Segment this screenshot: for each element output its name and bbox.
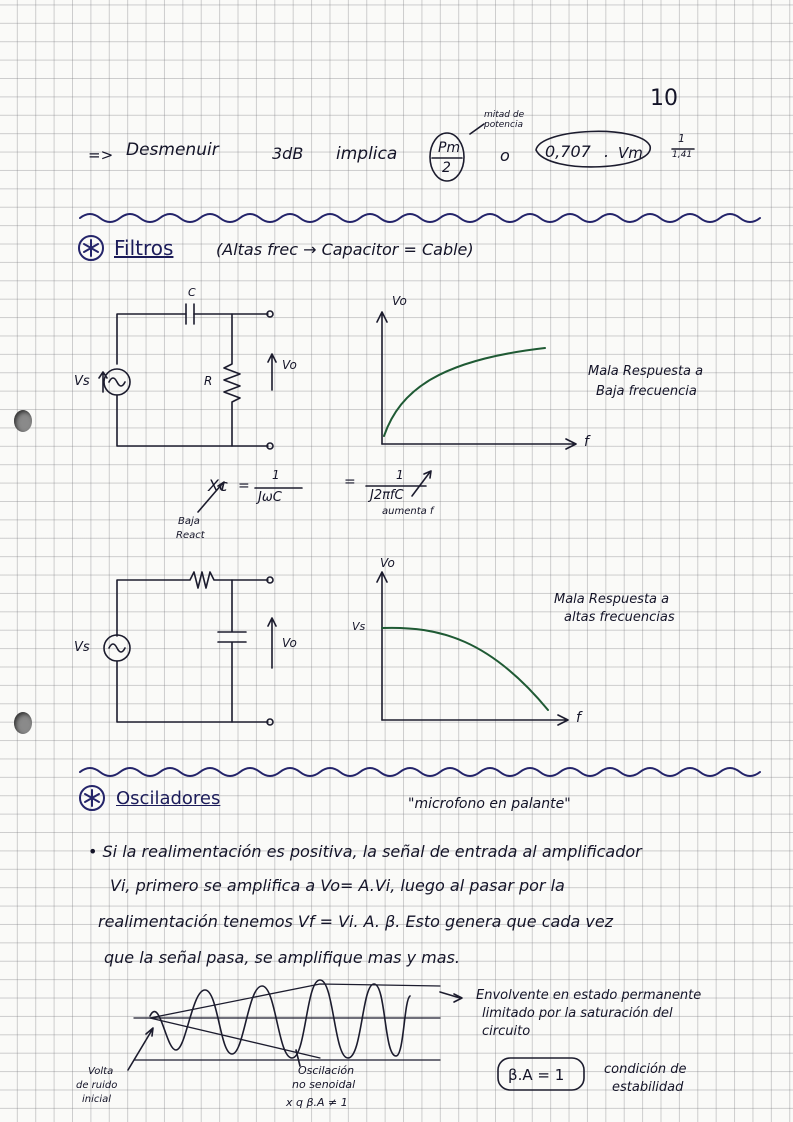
graph-highpass: [377, 312, 576, 449]
graph-lowpass: [377, 572, 568, 725]
intro-inv-den: 1,41: [672, 150, 693, 160]
intro-arrow: =>: [88, 146, 114, 164]
envelope-note-line2: limitado por la saturación del: [482, 1006, 673, 1021]
note2-line2: altas frecuencias: [564, 610, 675, 625]
oscillation-sketch: [128, 980, 462, 1070]
arrow-down-xc: [198, 482, 224, 512]
circuit1-source-label: Vs: [74, 374, 90, 389]
osciladores-line3: realimentación tenemos Vf = Vi. A. β. Esto genera que cada vez: [98, 912, 614, 931]
left-note-line3: inicial: [82, 1094, 112, 1105]
formula-xc: Xc: [208, 476, 228, 495]
filtros-title: Filtros: [114, 236, 174, 260]
graph2-vs-mark: Vs: [352, 620, 366, 633]
osciladores-line1: • Si la realimentación es positiva, la señal de entrada al amplificador: [88, 842, 642, 861]
note-pointer: [470, 124, 484, 134]
condition-box: [498, 1058, 584, 1090]
pm-fraction-circle: [430, 133, 464, 181]
graph2-x-label: f: [576, 710, 581, 726]
condition-note-line1: condición de: [604, 1062, 687, 1077]
condition-note-line2: estabilidad: [612, 1080, 684, 1095]
note1-line2: Baja frecuencia: [596, 384, 697, 399]
annot-left-line2: React: [176, 530, 205, 541]
star-icon: [84, 240, 98, 256]
graph2-y-label: Vo: [380, 556, 395, 570]
value-oval: [536, 131, 650, 167]
intro-frac-den: 2: [442, 160, 451, 176]
annot-right: aumenta f: [382, 506, 434, 517]
intro-implica: implica: [336, 144, 398, 164]
formula-num2: 1: [396, 468, 404, 482]
left-note-line2: de ruido: [76, 1080, 118, 1091]
circuit1-res-label: R: [204, 374, 213, 388]
note2-line1: Mala Respuesta a: [554, 592, 670, 607]
mid-note-line1: Oscilación: [298, 1064, 355, 1077]
mid-note-line2: no senoidal: [292, 1078, 356, 1091]
circuit-highpass: [99, 304, 276, 449]
graph1-y-label: Vo: [392, 294, 407, 308]
mid-note-line3: x q β.A ≠ 1: [286, 1096, 348, 1109]
circuit1-cap-label: C: [188, 286, 196, 299]
intro-inv-num: 1: [678, 132, 685, 145]
intro-value: 0,707: [545, 142, 591, 161]
formula-den2: J2πfC: [370, 488, 404, 503]
osciladores-quote: "microfono en palante": [408, 796, 571, 812]
intro-vm: Vm: [618, 144, 643, 162]
osciladores-title: Osciladores: [116, 788, 221, 809]
intro-db: 3dB: [272, 144, 304, 163]
envelope-note-line1: Envolvente en estado permanente: [476, 988, 702, 1003]
condition-formula: β.A = 1: [508, 1066, 565, 1084]
osciladores-line4: que la señal pasa, se amplifique mas y mas.: [104, 948, 460, 967]
circuit2-out-label: Vo: [282, 636, 297, 650]
circuit1-out-label: Vo: [282, 358, 297, 372]
graph1-x-label: f: [584, 434, 589, 450]
left-note-line1: Volta: [88, 1066, 114, 1077]
filtros-subtitle: (Altas frec → Capacitor = Cable): [216, 240, 474, 259]
intro-note-top: mitad de potencia: [484, 110, 525, 130]
note1-line1: Mala Respuesta a: [588, 364, 704, 379]
intro-or: o: [500, 146, 510, 165]
intro-dot: .: [604, 142, 610, 161]
envelope-note-line3: circuito: [482, 1024, 531, 1039]
formula-eq1: =: [238, 478, 250, 494]
circuit2-source-label: Vs: [74, 640, 90, 655]
page-number: 10: [650, 86, 678, 111]
annot-left-line1: Baja: [178, 516, 200, 527]
intro-word: Desmenuir: [126, 140, 219, 160]
circuit-lowpass: [104, 572, 276, 725]
formula-den1: JωC: [258, 490, 282, 505]
formula-num1: 1: [272, 468, 280, 482]
wavy-divider: [80, 214, 760, 222]
intro-frac-num: Pm: [438, 140, 461, 156]
formula-eq2: =: [344, 474, 356, 490]
arrow-up-f: [412, 471, 431, 496]
star-icon: [85, 790, 99, 806]
osciladores-line2: Vi, primero se amplifica a Vo= A.Vi, luego al pasar por la: [110, 876, 565, 895]
wavy-divider: [80, 768, 760, 776]
